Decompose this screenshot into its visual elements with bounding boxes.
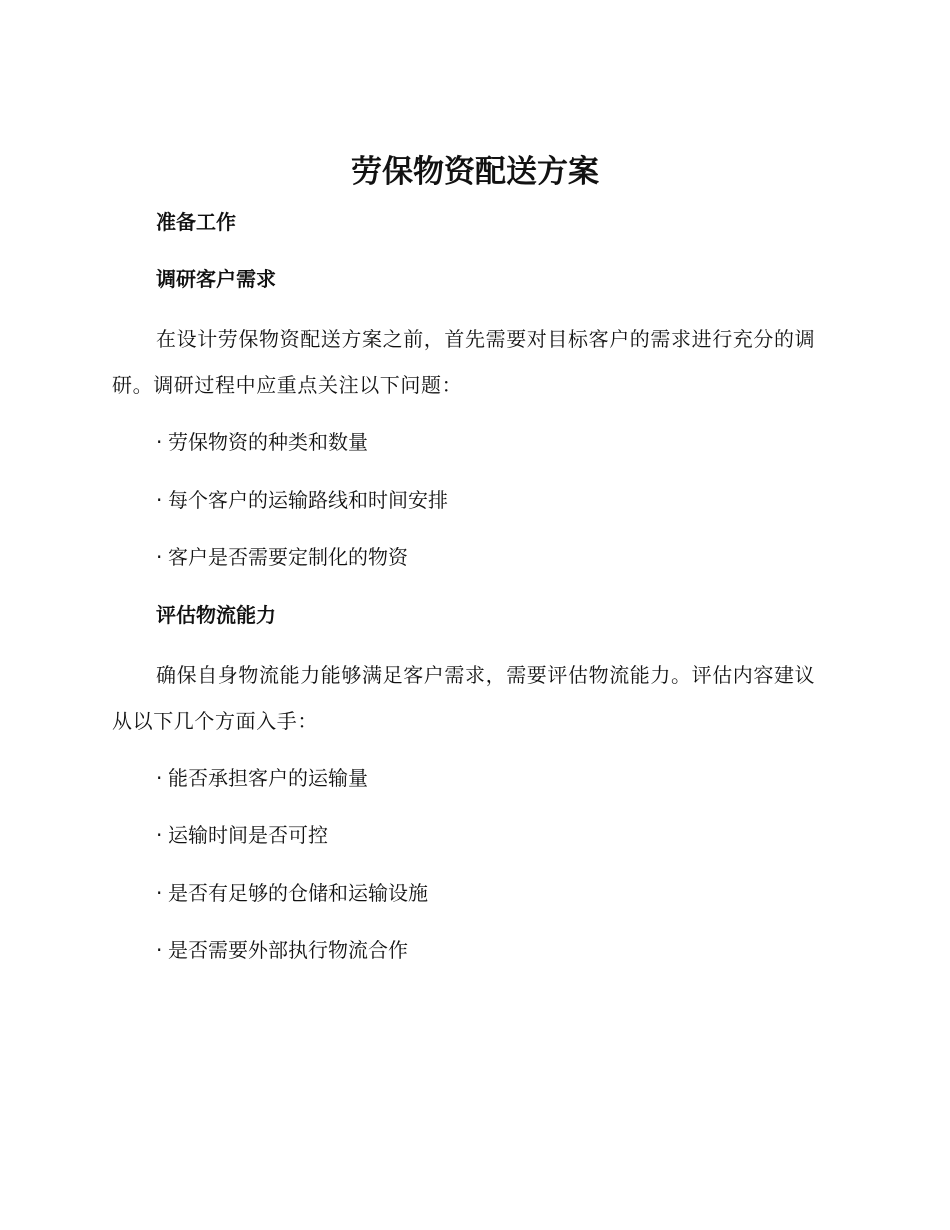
bullet-icon: · xyxy=(156,880,163,905)
section-heading-preparation: 准备工作 xyxy=(156,210,236,234)
list-item xyxy=(112,422,832,462)
list-item xyxy=(112,930,832,970)
list-item xyxy=(112,537,832,577)
document-body xyxy=(112,202,832,988)
list-item-text: 每个客户的运输路线和时间安排 xyxy=(168,487,448,512)
bullet-icon: · xyxy=(156,430,163,454)
bullet-icon: · xyxy=(156,823,163,847)
page-title: 劳保物资配送方案 xyxy=(351,154,599,190)
list-item-text: 是否有足够的仓储和运输设施 xyxy=(168,880,428,905)
bullet-icon: · xyxy=(156,487,163,512)
list-item-text: 运输时间是否可控 xyxy=(168,823,328,847)
section-heading-customer-research: 调研客户需求 xyxy=(156,267,276,291)
list-item-text: 劳保物资的种类和数量 xyxy=(168,430,368,454)
section-heading-logistics: 评估物流能力 xyxy=(156,602,276,627)
paragraph-customer-research: 在设计劳保物资配送方案之前，首先需要对目标客户的需求进行充分的调研。调研过程中应重点关注以下问题： xyxy=(112,327,816,397)
paragraph-logistics: 确保自身物流能力能够满足客户需求，需要评估物流能力。评估内容建议从以下几个方面入手： xyxy=(112,662,816,733)
bullet-icon: · xyxy=(156,545,163,569)
list-item xyxy=(112,815,832,855)
bullet-icon: · xyxy=(156,938,163,962)
list-item-text: 能否承担客户的运输量 xyxy=(168,765,368,790)
list-item-text: 客户是否需要定制化的物资 xyxy=(168,545,408,569)
list-item xyxy=(112,873,832,913)
list-item-text: 是否需要外部执行物流合作 xyxy=(168,938,408,962)
list-item xyxy=(112,758,832,798)
list-item xyxy=(112,480,832,520)
bullet-icon: · xyxy=(156,765,163,790)
